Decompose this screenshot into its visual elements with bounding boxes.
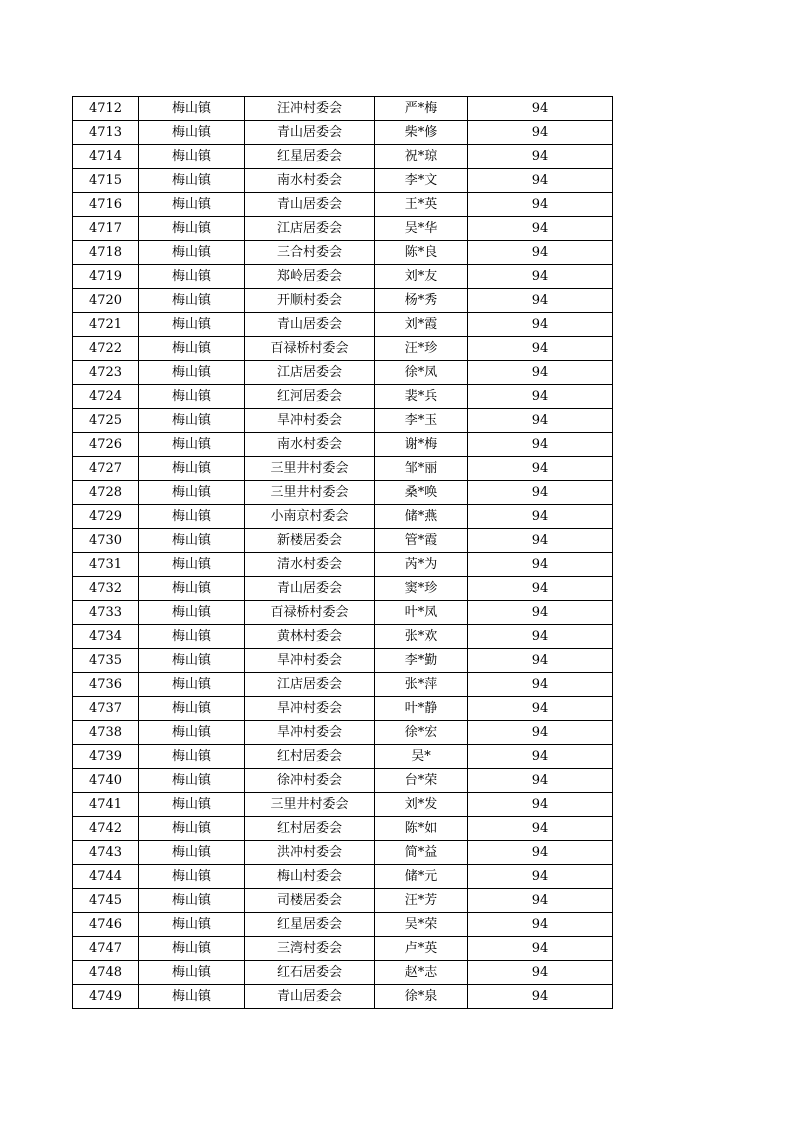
name-cell: 柴*修 (375, 121, 468, 145)
name-cell: 简*益 (375, 841, 468, 865)
town-cell: 梅山镇 (139, 361, 245, 385)
name-cell: 裴*兵 (375, 385, 468, 409)
town-cell: 梅山镇 (139, 769, 245, 793)
row-number-cell: 4713 (73, 121, 139, 145)
committee-cell: 新楼居委会 (245, 529, 375, 553)
table-row (73, 937, 613, 961)
name-cell: 李*勤 (375, 649, 468, 673)
row-number-cell: 4716 (73, 193, 139, 217)
score-cell: 94 (468, 385, 613, 409)
committee-cell: 江店居委会 (245, 673, 375, 697)
score-cell: 94 (468, 265, 613, 289)
roster-table-body (73, 97, 613, 1009)
committee-cell: 青山居委会 (245, 121, 375, 145)
row-number-cell: 4731 (73, 553, 139, 577)
name-cell: 储*燕 (375, 505, 468, 529)
table-row (73, 817, 613, 841)
committee-cell: 司楼居委会 (245, 889, 375, 913)
committee-cell: 旱冲村委会 (245, 649, 375, 673)
table-row (73, 385, 613, 409)
row-number-cell: 4721 (73, 313, 139, 337)
row-number-cell: 4717 (73, 217, 139, 241)
town-cell: 梅山镇 (139, 865, 245, 889)
score-cell: 94 (468, 625, 613, 649)
table-row (73, 697, 613, 721)
table-row (73, 361, 613, 385)
table-row (73, 265, 613, 289)
table-row (73, 217, 613, 241)
town-cell: 梅山镇 (139, 193, 245, 217)
town-cell: 梅山镇 (139, 505, 245, 529)
row-number-cell: 4727 (73, 457, 139, 481)
table-row (73, 961, 613, 985)
row-number-cell: 4749 (73, 985, 139, 1009)
score-cell: 94 (468, 697, 613, 721)
row-number-cell: 4746 (73, 913, 139, 937)
score-cell: 94 (468, 529, 613, 553)
town-cell: 梅山镇 (139, 217, 245, 241)
row-number-cell: 4735 (73, 649, 139, 673)
committee-cell: 百禄桥村委会 (245, 337, 375, 361)
row-number-cell: 4718 (73, 241, 139, 265)
table-row (73, 337, 613, 361)
table-row (73, 289, 613, 313)
row-number-cell: 4712 (73, 97, 139, 121)
town-cell: 梅山镇 (139, 145, 245, 169)
town-cell: 梅山镇 (139, 721, 245, 745)
row-number-cell: 4743 (73, 841, 139, 865)
score-cell: 94 (468, 961, 613, 985)
row-number-cell: 4719 (73, 265, 139, 289)
committee-cell: 青山居委会 (245, 193, 375, 217)
row-number-cell: 4724 (73, 385, 139, 409)
committee-cell: 南水村委会 (245, 169, 375, 193)
town-cell: 梅山镇 (139, 817, 245, 841)
score-cell: 94 (468, 553, 613, 577)
committee-cell: 汪冲村委会 (245, 97, 375, 121)
town-cell: 梅山镇 (139, 97, 245, 121)
town-cell: 梅山镇 (139, 169, 245, 193)
row-number-cell: 4722 (73, 337, 139, 361)
score-cell: 94 (468, 793, 613, 817)
row-number-cell: 4726 (73, 433, 139, 457)
table-row (73, 169, 613, 193)
score-cell: 94 (468, 217, 613, 241)
row-number-cell: 4732 (73, 577, 139, 601)
town-cell: 梅山镇 (139, 937, 245, 961)
table-row (73, 673, 613, 697)
table-row (73, 145, 613, 169)
town-cell: 梅山镇 (139, 529, 245, 553)
score-cell: 94 (468, 241, 613, 265)
score-cell: 94 (468, 145, 613, 169)
table-row (73, 625, 613, 649)
name-cell: 杨*秀 (375, 289, 468, 313)
town-cell: 梅山镇 (139, 265, 245, 289)
town-cell: 梅山镇 (139, 841, 245, 865)
town-cell: 梅山镇 (139, 913, 245, 937)
score-cell: 94 (468, 457, 613, 481)
table-row (73, 553, 613, 577)
row-number-cell: 4747 (73, 937, 139, 961)
committee-cell: 红村居委会 (245, 817, 375, 841)
row-number-cell: 4742 (73, 817, 139, 841)
committee-cell: 青山居委会 (245, 577, 375, 601)
town-cell: 梅山镇 (139, 577, 245, 601)
town-cell: 梅山镇 (139, 745, 245, 769)
score-cell: 94 (468, 745, 613, 769)
committee-cell: 旱冲村委会 (245, 721, 375, 745)
score-cell: 94 (468, 913, 613, 937)
town-cell: 梅山镇 (139, 241, 245, 265)
name-cell: 祝*琼 (375, 145, 468, 169)
name-cell: 汪*芳 (375, 889, 468, 913)
table-row (73, 433, 613, 457)
name-cell: 刘*发 (375, 793, 468, 817)
table-row (73, 481, 613, 505)
name-cell: 赵*志 (375, 961, 468, 985)
committee-cell: 开顺村委会 (245, 289, 375, 313)
table-row (73, 193, 613, 217)
table-row (73, 241, 613, 265)
name-cell: 严*梅 (375, 97, 468, 121)
town-cell: 梅山镇 (139, 673, 245, 697)
score-cell: 94 (468, 481, 613, 505)
committee-cell: 小南京村委会 (245, 505, 375, 529)
score-cell: 94 (468, 97, 613, 121)
table-row (73, 913, 613, 937)
committee-cell: 红河居委会 (245, 385, 375, 409)
row-number-cell: 4715 (73, 169, 139, 193)
committee-cell: 南水村委会 (245, 433, 375, 457)
table-row (73, 409, 613, 433)
score-cell: 94 (468, 361, 613, 385)
score-cell: 94 (468, 313, 613, 337)
committee-cell: 梅山村委会 (245, 865, 375, 889)
row-number-cell: 4730 (73, 529, 139, 553)
table-row (73, 865, 613, 889)
table-row (73, 97, 613, 121)
score-cell: 94 (468, 577, 613, 601)
name-cell: 张*欢 (375, 625, 468, 649)
town-cell: 梅山镇 (139, 457, 245, 481)
town-cell: 梅山镇 (139, 409, 245, 433)
row-number-cell: 4744 (73, 865, 139, 889)
town-cell: 梅山镇 (139, 649, 245, 673)
name-cell: 徐*宏 (375, 721, 468, 745)
committee-cell: 清水村委会 (245, 553, 375, 577)
table-row (73, 121, 613, 145)
committee-cell: 红星居委会 (245, 913, 375, 937)
score-cell: 94 (468, 121, 613, 145)
row-number-cell: 4741 (73, 793, 139, 817)
name-cell: 刘*霞 (375, 313, 468, 337)
name-cell: 吴*华 (375, 217, 468, 241)
name-cell: 卢*英 (375, 937, 468, 961)
row-number-cell: 4714 (73, 145, 139, 169)
name-cell: 吴* (375, 745, 468, 769)
row-number-cell: 4733 (73, 601, 139, 625)
score-cell: 94 (468, 673, 613, 697)
roster-table (72, 96, 613, 1009)
committee-cell: 青山居委会 (245, 313, 375, 337)
name-cell: 王*英 (375, 193, 468, 217)
row-number-cell: 4745 (73, 889, 139, 913)
score-cell: 94 (468, 409, 613, 433)
score-cell: 94 (468, 649, 613, 673)
score-cell: 94 (468, 337, 613, 361)
town-cell: 梅山镇 (139, 889, 245, 913)
committee-cell: 江店居委会 (245, 217, 375, 241)
name-cell: 邹*丽 (375, 457, 468, 481)
score-cell: 94 (468, 505, 613, 529)
name-cell: 叶*静 (375, 697, 468, 721)
score-cell: 94 (468, 889, 613, 913)
committee-cell: 江店居委会 (245, 361, 375, 385)
town-cell: 梅山镇 (139, 625, 245, 649)
table-row (73, 505, 613, 529)
town-cell: 梅山镇 (139, 433, 245, 457)
committee-cell: 洪冲村委会 (245, 841, 375, 865)
table-row (73, 529, 613, 553)
committee-cell: 黄林村委会 (245, 625, 375, 649)
row-number-cell: 4736 (73, 673, 139, 697)
town-cell: 梅山镇 (139, 985, 245, 1009)
score-cell: 94 (468, 433, 613, 457)
row-number-cell: 4729 (73, 505, 139, 529)
committee-cell: 旱冲村委会 (245, 697, 375, 721)
town-cell: 梅山镇 (139, 601, 245, 625)
committee-cell: 徐冲村委会 (245, 769, 375, 793)
row-number-cell: 4728 (73, 481, 139, 505)
town-cell: 梅山镇 (139, 961, 245, 985)
score-cell: 94 (468, 841, 613, 865)
town-cell: 梅山镇 (139, 385, 245, 409)
name-cell: 谢*梅 (375, 433, 468, 457)
row-number-cell: 4739 (73, 745, 139, 769)
table-row (73, 769, 613, 793)
town-cell: 梅山镇 (139, 793, 245, 817)
committee-cell: 红星居委会 (245, 145, 375, 169)
row-number-cell: 4740 (73, 769, 139, 793)
table-row (73, 841, 613, 865)
row-number-cell: 4748 (73, 961, 139, 985)
score-cell: 94 (468, 865, 613, 889)
town-cell: 梅山镇 (139, 313, 245, 337)
town-cell: 梅山镇 (139, 289, 245, 313)
name-cell: 吴*荣 (375, 913, 468, 937)
name-cell: 徐*凤 (375, 361, 468, 385)
name-cell: 储*元 (375, 865, 468, 889)
table-row (73, 745, 613, 769)
name-cell: 芮*为 (375, 553, 468, 577)
town-cell: 梅山镇 (139, 553, 245, 577)
table-row (73, 649, 613, 673)
name-cell: 管*霞 (375, 529, 468, 553)
score-cell: 94 (468, 721, 613, 745)
committee-cell: 郑岭居委会 (245, 265, 375, 289)
row-number-cell: 4725 (73, 409, 139, 433)
name-cell: 汪*珍 (375, 337, 468, 361)
table-row (73, 577, 613, 601)
committee-cell: 三合村委会 (245, 241, 375, 265)
town-cell: 梅山镇 (139, 337, 245, 361)
name-cell: 桑*唤 (375, 481, 468, 505)
name-cell: 刘*友 (375, 265, 468, 289)
name-cell: 叶*凤 (375, 601, 468, 625)
town-cell: 梅山镇 (139, 121, 245, 145)
row-number-cell: 4723 (73, 361, 139, 385)
committee-cell: 三里井村委会 (245, 457, 375, 481)
table-row (73, 793, 613, 817)
committee-cell: 旱冲村委会 (245, 409, 375, 433)
name-cell: 台*荣 (375, 769, 468, 793)
score-cell: 94 (468, 193, 613, 217)
table-row (73, 313, 613, 337)
town-cell: 梅山镇 (139, 481, 245, 505)
name-cell: 窦*珍 (375, 577, 468, 601)
table-row (73, 985, 613, 1009)
row-number-cell: 4737 (73, 697, 139, 721)
score-cell: 94 (468, 289, 613, 313)
row-number-cell: 4738 (73, 721, 139, 745)
committee-cell: 红村居委会 (245, 745, 375, 769)
score-cell: 94 (468, 937, 613, 961)
town-cell: 梅山镇 (139, 697, 245, 721)
name-cell: 张*萍 (375, 673, 468, 697)
table-row (73, 721, 613, 745)
committee-cell: 三湾村委会 (245, 937, 375, 961)
row-number-cell: 4734 (73, 625, 139, 649)
score-cell: 94 (468, 169, 613, 193)
score-cell: 94 (468, 769, 613, 793)
committee-cell: 三里井村委会 (245, 481, 375, 505)
score-cell: 94 (468, 817, 613, 841)
committee-cell: 青山居委会 (245, 985, 375, 1009)
name-cell: 陈*良 (375, 241, 468, 265)
table-row (73, 889, 613, 913)
score-cell: 94 (468, 985, 613, 1009)
committee-cell: 百禄桥村委会 (245, 601, 375, 625)
name-cell: 李*文 (375, 169, 468, 193)
committee-cell: 红石居委会 (245, 961, 375, 985)
name-cell: 徐*泉 (375, 985, 468, 1009)
row-number-cell: 4720 (73, 289, 139, 313)
table-row (73, 457, 613, 481)
name-cell: 李*玉 (375, 409, 468, 433)
name-cell: 陈*如 (375, 817, 468, 841)
score-cell: 94 (468, 601, 613, 625)
committee-cell: 三里井村委会 (245, 793, 375, 817)
table-row (73, 601, 613, 625)
